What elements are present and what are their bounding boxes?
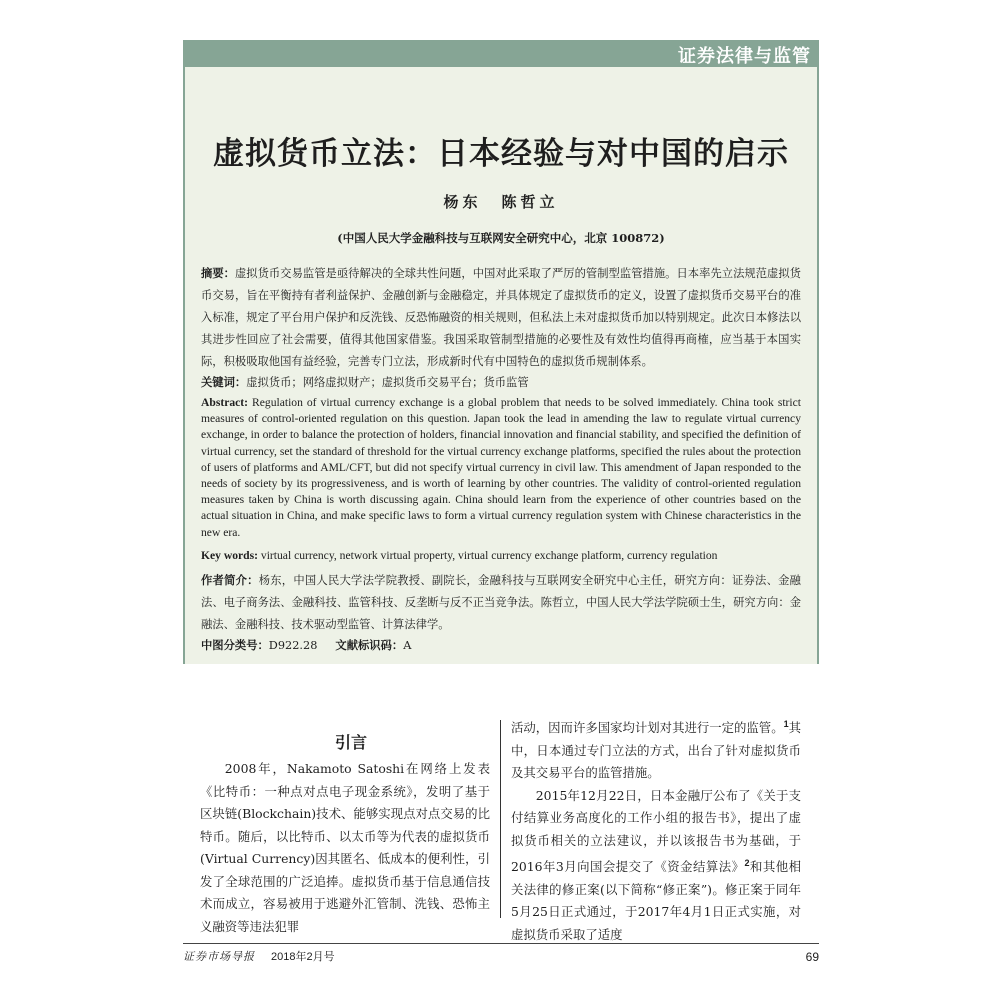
abstract-text: Regulation of virtual currency exchange is a global problem that needs to be solved immediately. China took strict measures of control-oriented regulation on this question. Japan took the lead in amending the law to regulate virtual currency exchange, in order to balance the protection of holders, financial innovation and financial stability, and specified the definition of virtual currency, set the standard of threshold for the virtual currency exchange platforms, specified the rules about the protection of users of platforms and AML/CFT, but did not specify virtual currency in civil law. This amendment of Japan responded to the needs of society by its progressiveness, and is worth of learning by other countries. The validity of control-oriented regulation measures taken by China is worth discussing again. China should learn from the experience of other countries based on the actual situation in China, and make specific laws to form a virtual currency regulation system with Chinese characteristics in the new era.	[201, 396, 802, 539]
author-name: 杨东	[443, 193, 482, 211]
keywords-english	[201, 548, 801, 564]
page-number: 69	[805, 950, 819, 964]
authors	[183, 191, 819, 212]
article-title: 虚拟货币立法：日本经验与对中国的启示	[213, 136, 789, 172]
body-text: 2015年12月22日，日本金融厅公布了《关于支付结算业务高度化的工作小组的报告书》，提出了虚拟货币相关的立法建议，并以该报告书为基础，于2016年3月向国会提交了《资金结算法》	[511, 787, 801, 875]
abstract-label: Abstract:	[201, 396, 249, 409]
body-paragraph	[511, 785, 801, 947]
body-text: 其中，日本通过专门立法的方式，出台了针对虚拟货币及其交易平台的监管措施。	[511, 720, 801, 781]
body-paragraph	[511, 713, 801, 785]
issue-label: 2018年2月号	[271, 951, 335, 963]
section-title: 证券法律与监管	[678, 46, 811, 67]
abstract-text: 虚拟货币交易监管是亟待解决的全球共性问题，中国对此采取了严厉的管制型监管措施。日本率先立法规范虚拟货币交易，旨在平衡持有者利益保护、金融创新与金融稳定，并具体规定了虚拟货币的定义，设置了虚拟货币交易平台的准入标准，规定了平台用户保护和反洗钱、反恐怖融资的相关规则，但私法上未对虚拟货币加以特别规定。此次日本修法以其进步性回应了社会需要，值得其他国家借鉴。我国采取管制型措施的必要性及有效性均值得再商榷，应当基于本国实际，积极吸取他国有益经验，完善专门立法，形成新时代有中国特色的虚拟货币规制体系。	[201, 267, 801, 368]
author-bio	[201, 569, 801, 636]
keywords-text: virtual currency, network virtual property, virtual currency exchange platform, currency regulation	[260, 549, 718, 562]
abstract-english	[201, 395, 801, 541]
footer-rule	[183, 943, 819, 944]
body-column-left	[200, 732, 490, 938]
body-text: 和其他相关法律的修正案(以下简称“修正案”)。修正案于同年5月25日正式通过，于2017年4月1日正式实施，对虚拟货币采取了适度	[511, 859, 802, 942]
body-paragraph: 2008年，Nakamoto Satoshi在网络上发表《比特币：一种点对点电子现金系统》，发明了基于区块链(Blockchain)技术、能够实现点对点交易的比特币。随后，以比特币、以太币等为代表的虚拟货币(Virtual Currency)因其匿名、低成本的便利性，引发了全球范围的广泛追捧。虚拟货币基于信息通信技术而成立，容易被用于逃避外汇管制、洗钱、恐怖主义融资等违法犯罪	[200, 761, 490, 934]
body-column-right	[511, 713, 801, 946]
body-text: 活动，因而许多国家均计划对其进行一定的监管。	[511, 720, 784, 736]
affiliation: (中国人民大学金融科技与互联网安全研究中心，北京 100872)	[337, 231, 665, 245]
column-divider	[500, 720, 501, 918]
classification-codes	[201, 636, 801, 655]
footnote-marker[interactable]: 1	[783, 719, 789, 729]
footnote-marker[interactable]: 2	[744, 858, 750, 869]
abstract-chinese	[201, 262, 801, 373]
abstract-label: 摘要：	[201, 266, 235, 280]
clc-value: D922.28	[268, 639, 318, 652]
clc-label: 中图分类号：	[201, 638, 269, 652]
document-code-value: A	[403, 639, 412, 652]
keywords-label: Key words:	[201, 549, 258, 562]
journal-name: 证券市场导报	[183, 950, 255, 963]
section-header-bar	[183, 40, 819, 67]
keywords-label: 关键词：	[201, 375, 247, 389]
author-bio-text: 杨东，中国人民大学法学院教授、副院长，金融科技与互联网安全研究中心主任，研究方向：证券法、金融法、电子商务法、金融科技、监管科技、反垄断与反不正当竞争法。陈哲立，中国人民大学法学院硕士生，研究方向：金融法、金融科技、技术驱动型监管、计算法律学。	[201, 574, 801, 631]
author-name: 陈哲立	[501, 193, 559, 211]
section-heading: 引言	[334, 733, 367, 752]
footer-journal-info	[183, 948, 335, 964]
document-code-label: 文献标识码：	[335, 638, 404, 652]
keywords-text: 虚拟货币；网络虚拟财产；虚拟货币交易平台；货币监管	[246, 376, 529, 389]
author-bio-label: 作者简介：	[201, 573, 259, 587]
keywords-chinese	[201, 372, 801, 393]
